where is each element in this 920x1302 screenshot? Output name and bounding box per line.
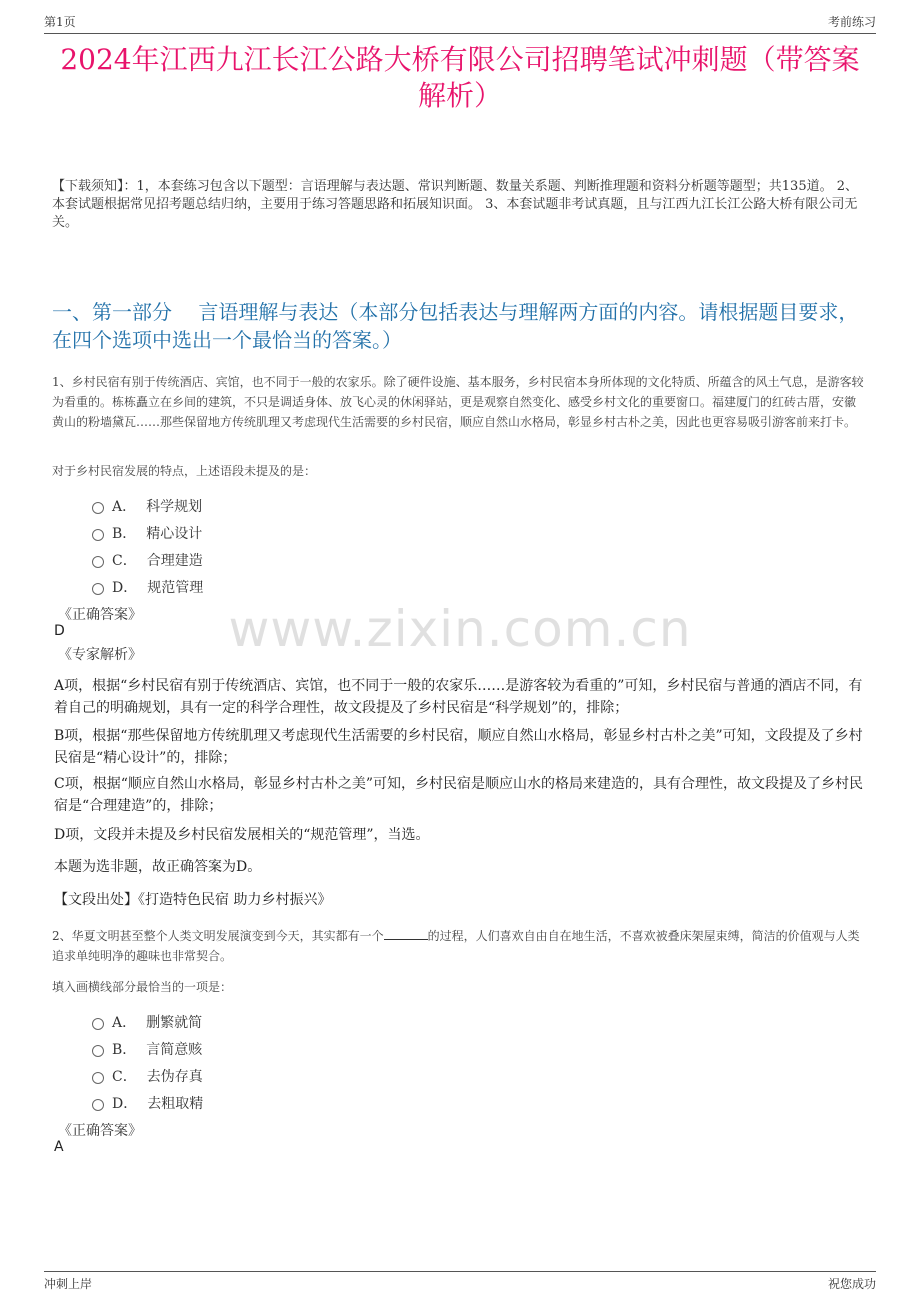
fill-blank xyxy=(384,927,428,940)
page-header xyxy=(44,12,876,34)
question-1-prompt: 对于乡村民宿发展的特点，上述语段未提及的是： xyxy=(52,464,317,478)
option-c[interactable] xyxy=(92,546,203,573)
radio-icon[interactable] xyxy=(92,556,104,568)
question-2-prompt: 填入画横线部分最恰当的一项是： xyxy=(52,980,233,994)
option-a[interactable] xyxy=(92,1008,203,1035)
answer-label: 《正确答案》 xyxy=(58,607,142,623)
section-title: 一、第一部分 言语理解与表达（本部分包括表达与理解两方面的内容。请根据题目要求，在四个选项中选出一个最恰当的答案。） xyxy=(52,300,859,352)
footer-left: 冲刺上岸 xyxy=(44,1277,93,1291)
option-text: 去伪存真 xyxy=(146,1068,203,1085)
analysis-paragraph: A项，根据“乡村民宿有别于传统酒店、宾馆，也不同于一般的农家乐……是游客较为看重的”可知，乡村民宿与普通的酒店不同，有着自己的明确规划，具有一定的科学合理性，故文段提及了乡村民宿是“科学规划”的，排除； xyxy=(54,678,863,716)
page-footer xyxy=(44,1271,876,1293)
option-key: B． xyxy=(112,1041,137,1058)
option-key: C． xyxy=(112,552,137,569)
option-text: 言简意赅 xyxy=(146,1041,203,1058)
analysis-paragraph: C项，根据“顺应自然山水格局，彰显乡村古朴之美”可知，乡村民宿是顺应山水的格局来建造的，具有合理性，故文段提及了乡村民宿是“合理建造”的，排除； xyxy=(54,776,864,814)
option-text: 去粗取精 xyxy=(147,1095,204,1112)
radio-icon[interactable] xyxy=(92,1072,104,1084)
question-1-text: 1、乡村民宿有别于传统酒店、宾馆，也不同于一般的农家乐。除了硬件设施、基本服务，乡村民宿本身所体现的文化特质、所蕴含的风土气息，是游客较为看重的。栋栋矗立在乡间的建筑，不只是调适身体、放飞心灵的休闲驿站，更是观察自然变化、感受乡村文化的重要窗口。福建厦门的红砖古厝，安徽黄山的粉墙黛瓦……那些保留地方传统肌理又考虑现代生活需要的乡村民宿，顺应自然山水格局，彰显乡村古朴之美，因此也更容易吸引游客前来打卡。 xyxy=(52,375,864,429)
option-key: C． xyxy=(112,1068,137,1085)
page-number: 第1页 xyxy=(44,15,76,29)
option-key: B． xyxy=(112,525,137,542)
option-key: D． xyxy=(112,1095,138,1112)
footer-right: 祝您成功 xyxy=(827,1277,876,1291)
radio-icon[interactable] xyxy=(92,529,104,541)
header-tag: 考前练习 xyxy=(827,15,876,29)
radio-icon[interactable] xyxy=(92,583,104,595)
option-d[interactable] xyxy=(92,1089,203,1116)
question-1-options xyxy=(92,492,203,600)
analysis-paragraph: D项，文段并未提及乡村民宿发展相关的“规范管理”，当选。 xyxy=(54,827,430,843)
answer-value: A xyxy=(54,1139,64,1155)
option-b[interactable] xyxy=(92,519,203,546)
answer-value: D xyxy=(54,623,65,639)
radio-icon[interactable] xyxy=(92,1045,104,1057)
option-key: A． xyxy=(112,498,137,515)
option-d[interactable] xyxy=(92,573,203,600)
question-2-text-before: 2、华夏文明甚至整个人类文明发展演变到今天，其实都有一个 xyxy=(52,929,384,943)
option-key: D． xyxy=(112,579,138,596)
option-text: 精心设计 xyxy=(146,525,203,542)
analysis-conclusion: 本题为选非题，故正确答案为D。 xyxy=(54,859,262,875)
analysis-paragraph: B项，根据“那些保留地方传统肌理又考虑现代生活需要的乡村民宿，顺应自然山水格局，彰显乡村古朴之美”可知，文段提及了乡村民宿是“精心设计”的，排除； xyxy=(54,728,863,766)
download-notice: 【下载须知】：1，本套练习包含以下题型：言语理解与表达题、常识判断题、数量关系题、判断推理题和资料分析题等题型；共135道。 2、本套试题根据常见招考题总结归纳，主要用于练习答题思路和拓展知识面。 3、本套试题非考试真题，且与江西九江长江公路大桥有限公司无关。 xyxy=(52,179,858,230)
answer-label: 《正确答案》 xyxy=(58,1123,142,1139)
radio-icon[interactable] xyxy=(92,1018,104,1030)
question-2-text-after: 的过程，人们喜欢自由自在地生活，不喜欢被叠床架屋束缚，简洁的价值观与人类追求单纯明净的趣味也非常契合。 xyxy=(52,929,860,963)
source-citation: 【文段出处】《打造特色民宿 助力乡村振兴》 xyxy=(54,892,332,908)
option-text: 科学规划 xyxy=(146,498,203,515)
option-c[interactable] xyxy=(92,1062,203,1089)
option-text: 删繁就简 xyxy=(146,1014,203,1031)
question-2-text xyxy=(52,926,864,966)
option-b[interactable] xyxy=(92,1035,203,1062)
watermark: www.zixin.com.cn xyxy=(228,600,692,658)
option-key: A． xyxy=(112,1014,137,1031)
analysis-label: 《专家解析》 xyxy=(58,647,142,663)
document-title: 2024年江西九江长江公路大桥有限公司招聘笔试冲刺题（带答案解析） xyxy=(60,43,860,112)
option-text: 合理建造 xyxy=(146,552,203,569)
option-a[interactable] xyxy=(92,492,203,519)
radio-icon[interactable] xyxy=(92,502,104,514)
question-2-options xyxy=(92,1008,203,1116)
option-text: 规范管理 xyxy=(147,579,204,596)
radio-icon[interactable] xyxy=(92,1099,104,1111)
